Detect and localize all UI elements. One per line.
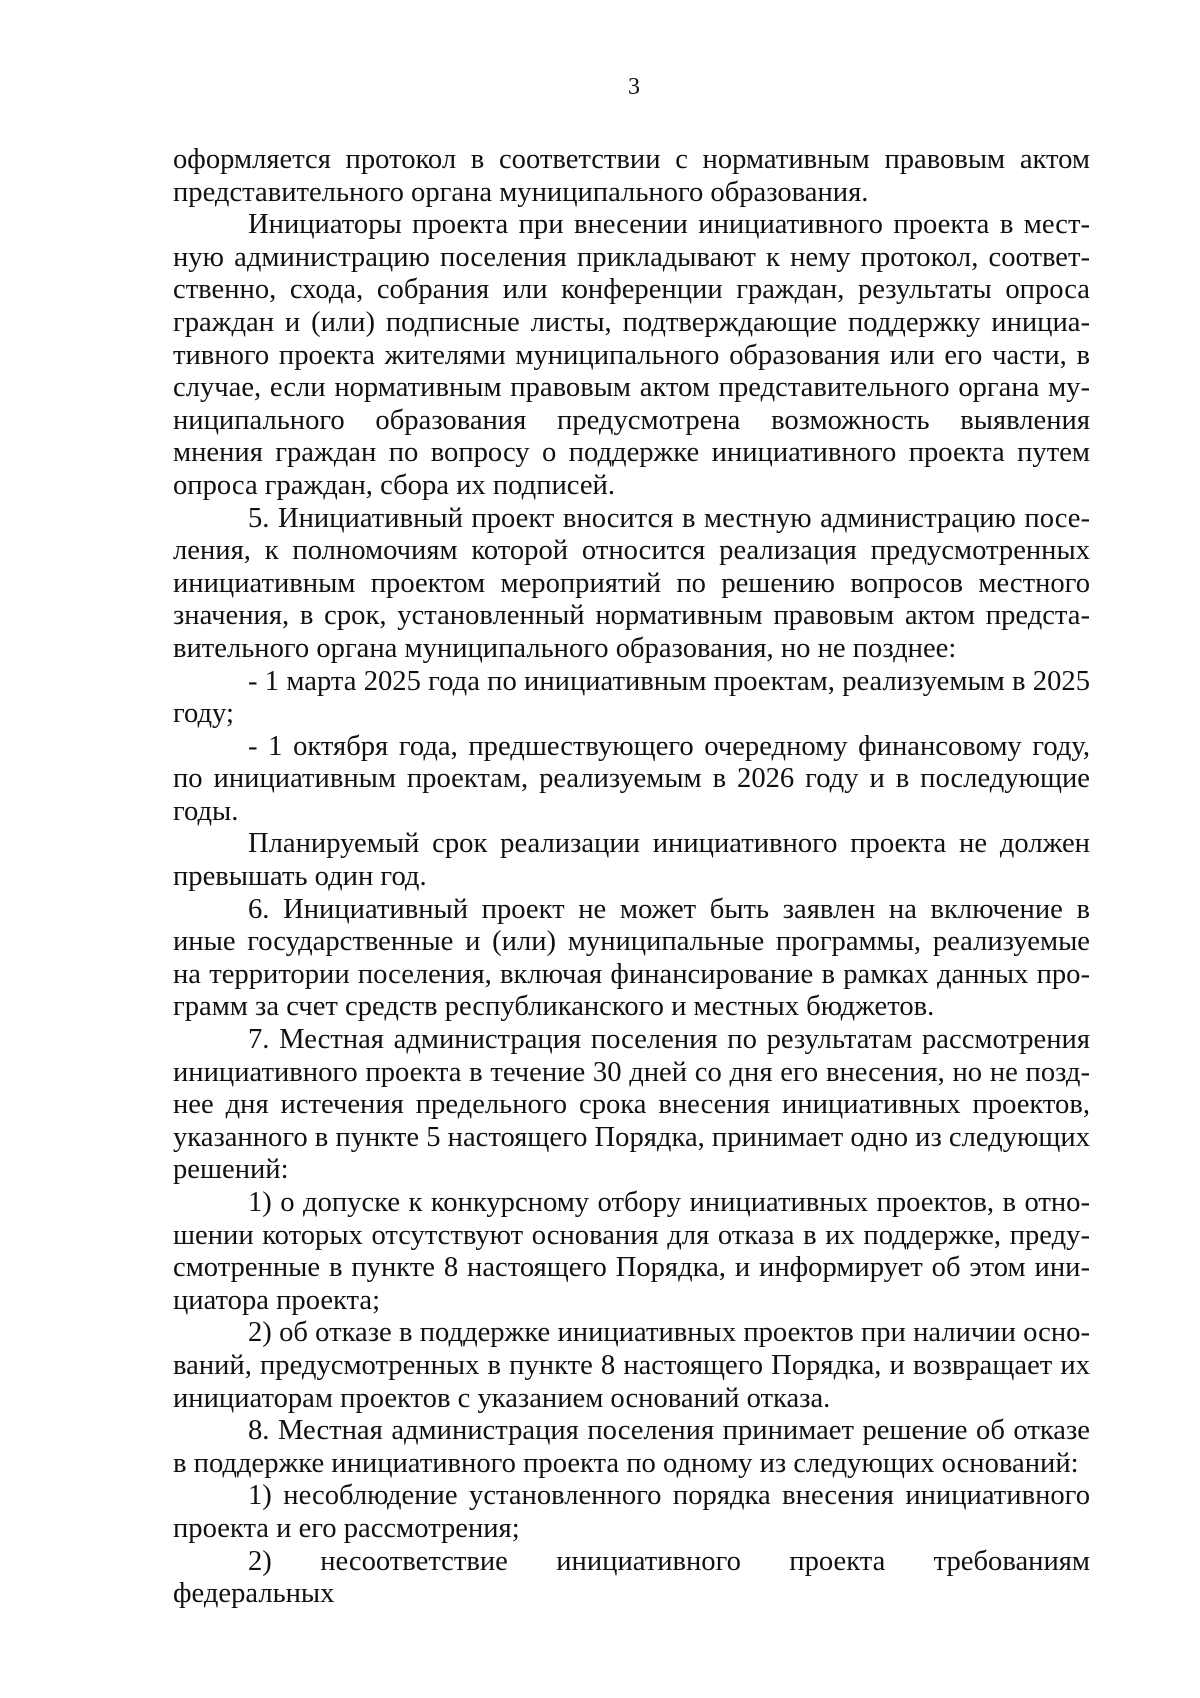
list-item-8-2: 2) несоответствие инициативного проекта требованиям федеральных bbox=[173, 1545, 1090, 1610]
list-item-7-2: 2) об отказе в поддержке инициативных проектов при наличии оснований, предусмотренных в пункте 8 настоящего Порядка, и возвращает их инициаторам проектов с указанием оснований отказа. bbox=[173, 1317, 1090, 1414]
list-item-8-1: 1) несоблюдение установленного порядка внесения инициативного проекта и его рассмотрения; bbox=[173, 1480, 1090, 1544]
paragraph-item-6: 6. Инициативный проект не может быть заявлен на включение в иные государственные и (или) муниципальные программы, реализуемые на территории поселения, включая финансирование в рамках данных программ за счет средств республиканского и местных бюджетов. bbox=[173, 893, 1090, 1023]
paragraph-protocol-continuation: оформляется протокол в соответствии с нормативным правовым актом представительного органа муниципального образования. bbox=[173, 144, 1090, 208]
paragraph-item-5: 5. Инициативный проект вносится в местную администрацию поселения, к полномочиям которой относится реализация предусмотренных инициативным проектом мероприятий по решению вопросов местного значения, в срок, установленный нормативным правовым актом представительного органа муниципального образования, но не позднее: bbox=[173, 502, 1090, 664]
paragraph-initiators-attach-protocol: Инициаторы проекта при внесении инициативного проекта в местную администрацию поселения прикладывают к нему протокол, соответственно, схода, собрания или конференции граждан, результаты опроса граждан и (или) подписные листы, подтверждающие поддержку инициативного проекта жителями муниципального образования или его части, в случае, если нормативным правовым актом представительного органа муниципального образования предусмотрена возможность выявления мнения граждан по вопросу о поддержке инициативного проекта путем опроса граждан, сбора их подписей. bbox=[173, 209, 1090, 501]
list-item-7-1: 1) о допуске к конкурсному отбору инициативных проектов, в отношении которых отсутствуют основания для отказа в их поддержке, предусмотренные в пункте 8 настоящего Порядка, и информирует об этом инициатора проекта; bbox=[173, 1187, 1090, 1316]
paragraph-item-8: 8. Местная администрация поселения принимает решение об отказе в поддержке инициативного проекта по одному из следующих оснований: bbox=[173, 1415, 1090, 1479]
page-number: 3 bbox=[628, 74, 640, 100]
list-item-deadline-2025: - 1 марта 2025 года по инициативным проектам, реализуемым в 2025 году; bbox=[173, 665, 1090, 730]
document-body bbox=[173, 144, 1090, 1611]
list-item-deadline-2026: - 1 октября года, предшествующего очередному финансовому году, по инициативным проектам, реализуемым в 2026 году и в последующие годы. bbox=[173, 730, 1090, 827]
paragraph-item-7: 7. Местная администрация поселения по результатам рассмотрения инициативного проекта в течение 30 дней со дня его внесения, но не позднее дня истечения предельного срока внесения инициативных проектов, указанного в пункте 5 настоящего Порядка, принимает одно из следующих решений: bbox=[173, 1024, 1090, 1186]
paragraph-implementation-period: Планируемый срок реализации инициативного проекта не должен превышать один год. bbox=[173, 828, 1090, 893]
